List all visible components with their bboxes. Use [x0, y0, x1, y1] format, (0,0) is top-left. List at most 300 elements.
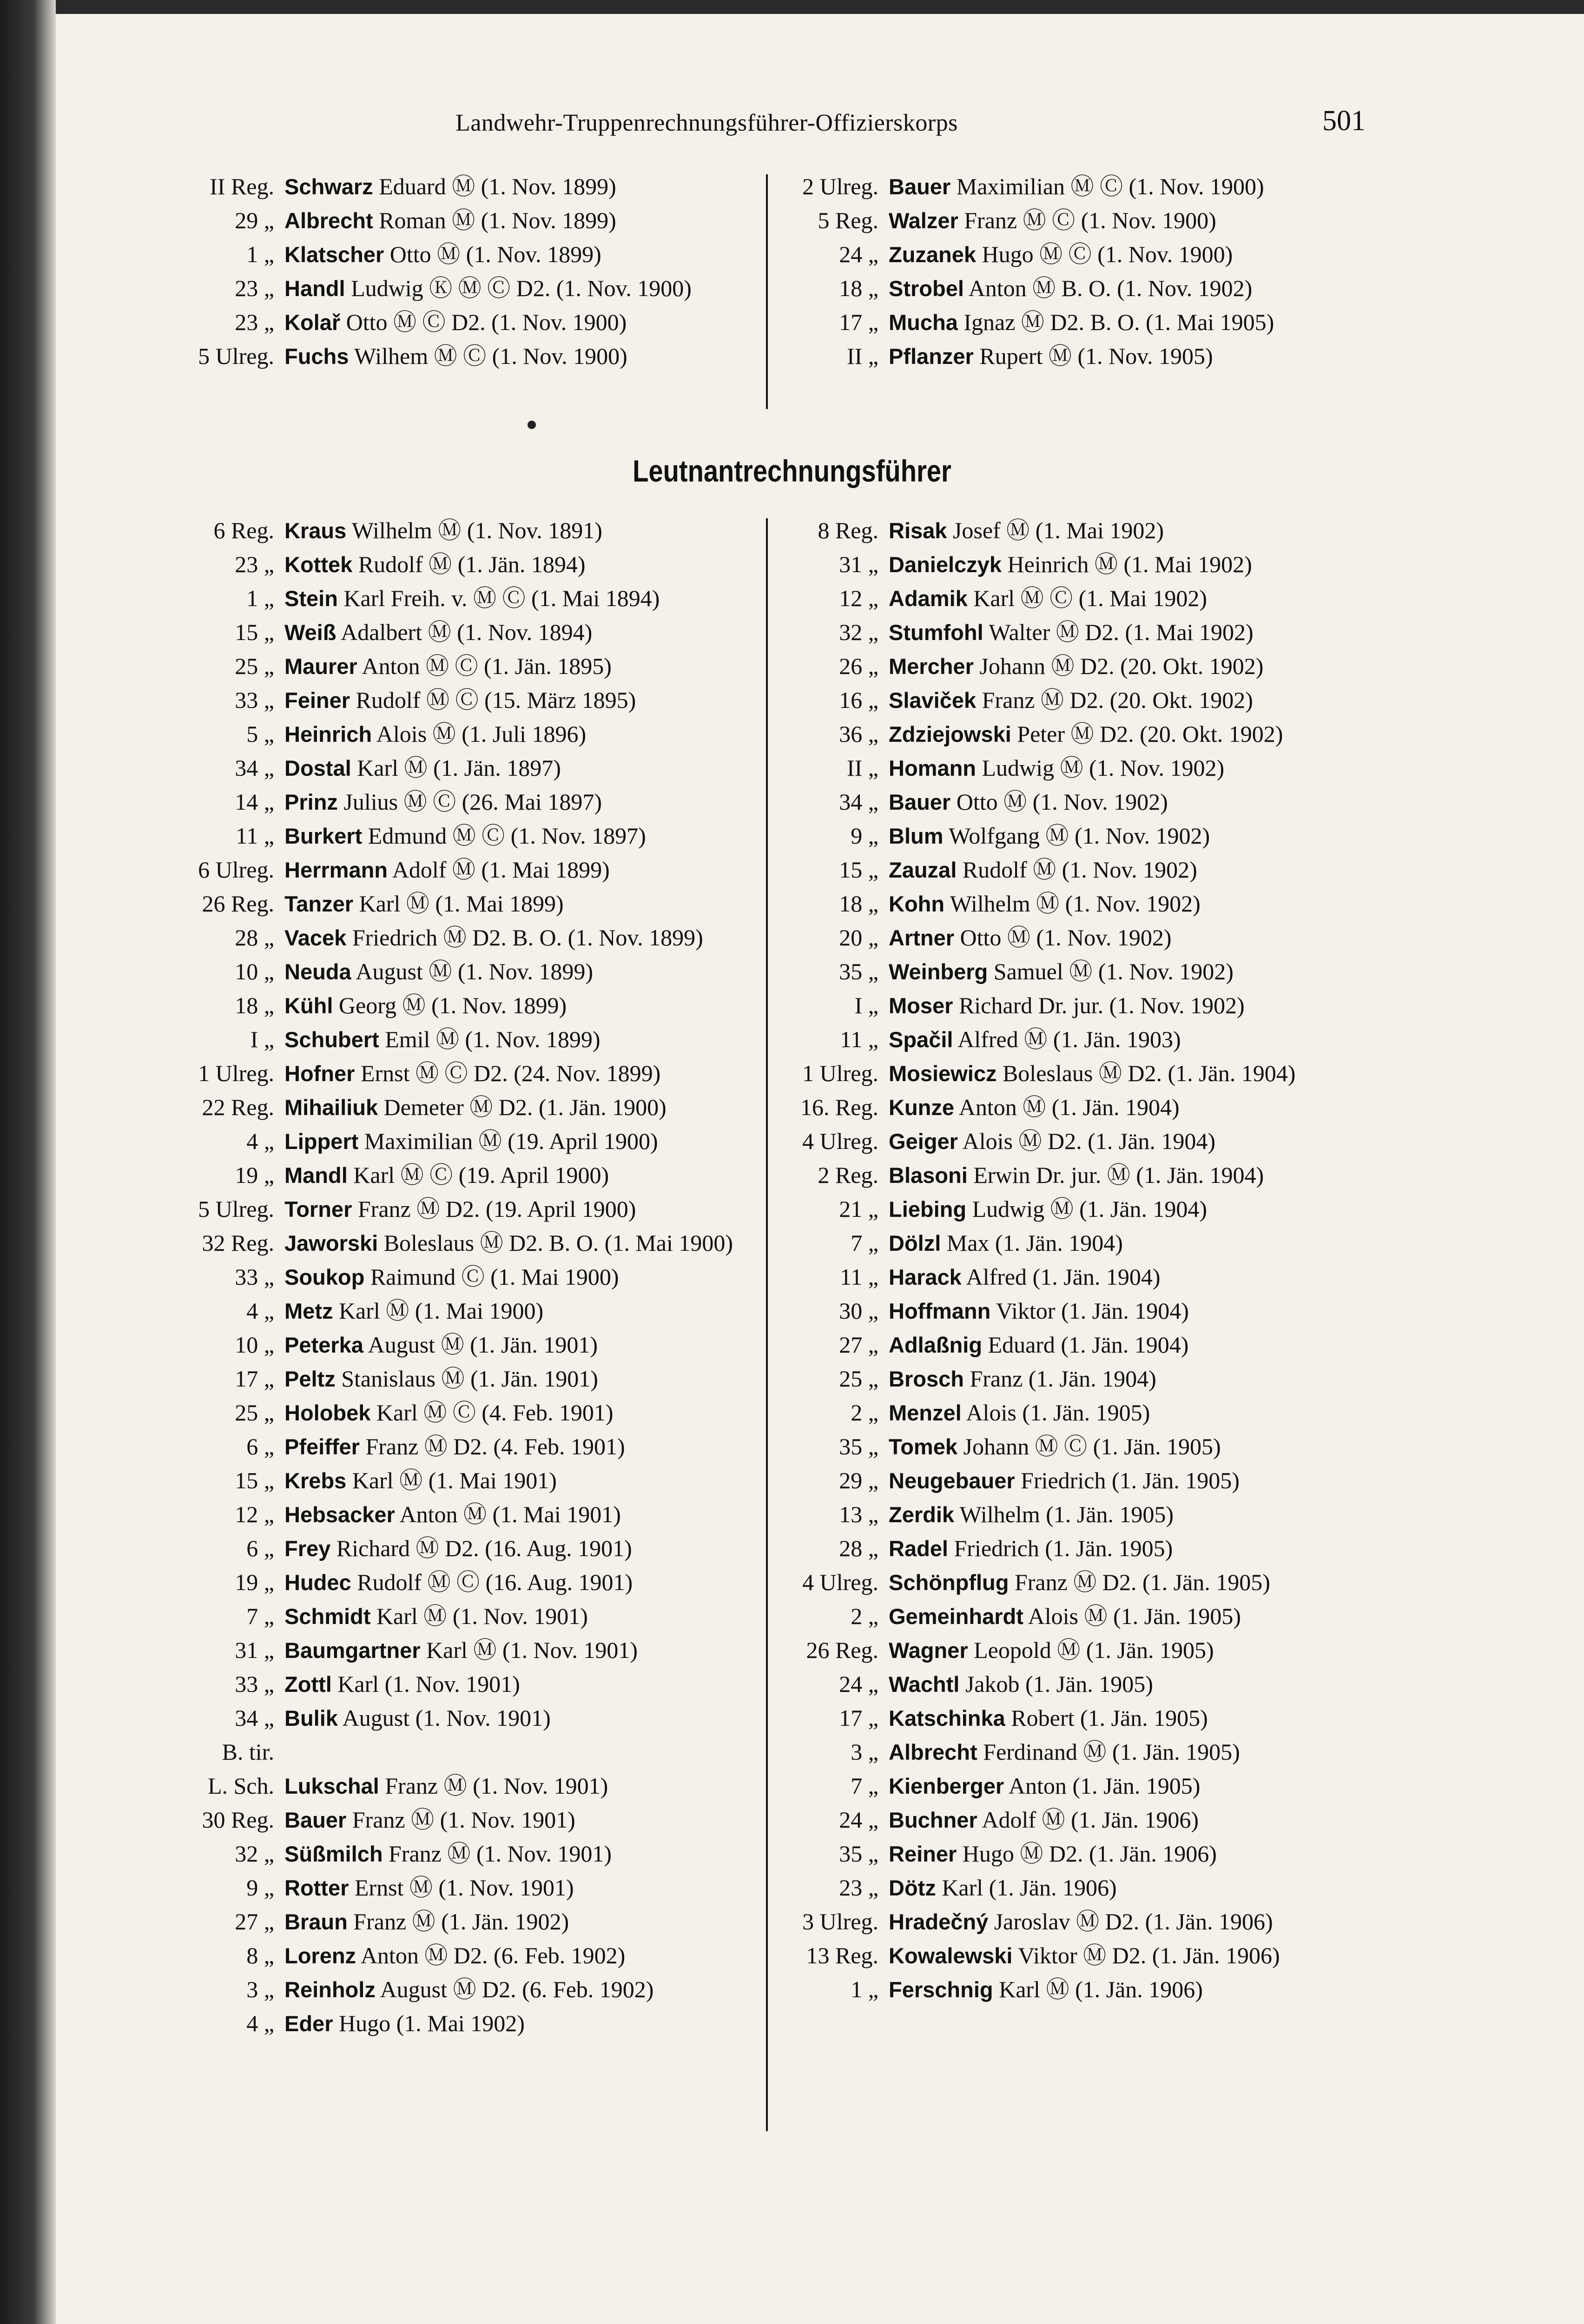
top-section-left-column [167, 170, 767, 373]
officer-details: Anton Ⓜ B. O. (1. Nov. 1902) [968, 275, 1253, 301]
officer-record [889, 1735, 1371, 1769]
officer-surname: Baumgartner [284, 1638, 421, 1663]
officer-surname: Katschinka [889, 1706, 1005, 1730]
unit-label: 35 „ [839, 1841, 878, 1867]
roster-entry [167, 989, 767, 1023]
officer-surname: Prinz [284, 790, 338, 814]
officer-details: Karl Ⓜ (1. Nov. 1901) [376, 1603, 588, 1629]
roster-entry [772, 989, 1371, 1023]
officer-surname: Zauzal [889, 858, 957, 882]
unit-label: 15 „ [235, 1467, 274, 1493]
unit-label: 4 Ulreg. [802, 1128, 878, 1154]
officer-record [284, 1769, 767, 1803]
roster-entry [167, 1124, 767, 1158]
officer-record [889, 717, 1371, 751]
officer-record [889, 1328, 1371, 1362]
unit-label: 11 „ [840, 1026, 878, 1052]
officer-surname: Brosch [889, 1367, 964, 1391]
officer-record [889, 615, 1371, 649]
officer-details: Adalbert Ⓜ (1. Nov. 1894) [341, 619, 593, 645]
officer-record [889, 751, 1371, 785]
officer-record [284, 1124, 767, 1158]
unit-label: 29 „ [235, 207, 274, 233]
officer-record [889, 1905, 1371, 1939]
officer-record [889, 204, 1371, 238]
roster-entry [167, 1939, 767, 1973]
officer-surname: Peltz [284, 1367, 336, 1391]
roster-entry [772, 649, 1371, 683]
unit-label: 35 „ [839, 1433, 878, 1459]
roster-entry [167, 887, 767, 921]
officer-surname: Moser [889, 993, 953, 1018]
roster-entry [772, 1464, 1371, 1498]
officer-surname: Soukop [284, 1265, 365, 1289]
roster-entry [772, 1498, 1371, 1532]
officer-surname: Mucha [889, 310, 958, 335]
officer-record [889, 921, 1371, 955]
officer-surname: Liebing [889, 1197, 967, 1221]
officer-details: Karl Ⓜ (1. Nov. 1901) [426, 1637, 638, 1663]
officer-record [284, 717, 767, 751]
officer-details: Viktor Ⓜ D2. (1. Jän. 1906) [1018, 1942, 1280, 1968]
officer-details: Karl Ⓜ (1. Mai 1901) [352, 1467, 557, 1493]
roster-entry [167, 339, 767, 373]
officer-details: Karl Ⓜ (1. Mai 1899) [359, 891, 564, 917]
unit-label: 18 „ [839, 891, 878, 917]
roster-entry [167, 1430, 767, 1464]
officer-details: Franz (1. Jän. 1904) [970, 1366, 1156, 1392]
officer-surname: Krebs [284, 1468, 347, 1493]
officer-details: Franz Ⓜ D2. (4. Feb. 1901) [365, 1433, 625, 1459]
unit-label: 7 „ [851, 1230, 878, 1256]
unit-label: 12 „ [839, 585, 878, 611]
unit-label: 15 „ [839, 857, 878, 883]
roster-entry [772, 1565, 1371, 1599]
officer-record [284, 514, 767, 548]
unit-label: 27 „ [235, 1908, 274, 1934]
officer-details: Max (1. Jän. 1904) [946, 1230, 1123, 1256]
unit-label: 2 Ulreg. [802, 173, 878, 199]
unit-label: 14 „ [235, 789, 274, 815]
unit-label: 23 „ [839, 1875, 878, 1901]
main-section-left-column [167, 514, 767, 2040]
officer-surname: Pflanzer [889, 344, 974, 369]
officer-surname: Neuda [284, 959, 351, 984]
officer-details: Hugo Ⓜ D2. (1. Jän. 1906) [962, 1841, 1217, 1867]
officer-surname: Harack [889, 1265, 962, 1289]
officer-details: Alois Ⓜ (1. Jän. 1905) [1028, 1603, 1241, 1629]
officer-details: Franz Ⓜ (1. Nov. 1901) [352, 1807, 575, 1833]
unit-label: 2 Reg. [818, 1162, 878, 1188]
officer-details: Viktor (1. Jän. 1904) [996, 1298, 1189, 1324]
roster-entry [772, 170, 1371, 204]
roster-entry [167, 1260, 767, 1294]
officer-details: Otto Ⓜ (1. Nov. 1899) [389, 241, 601, 267]
section-title: Leutnantrechnungsführer [633, 454, 951, 488]
officer-record [284, 204, 767, 238]
unit-label: 5 Ulreg. [198, 343, 274, 369]
officer-details: Franz Ⓜ (1. Jän. 1902) [353, 1908, 569, 1934]
unit-label: 5 Reg. [818, 207, 878, 233]
officer-record [889, 548, 1371, 581]
officer-details: Karl Ⓜ Ⓒ (1. Mai 1902) [973, 585, 1207, 611]
officer-surname: Kottek [284, 552, 353, 577]
officer-surname: Holobek [284, 1400, 371, 1425]
unit-label: 28 „ [839, 1535, 878, 1561]
officer-record [889, 887, 1371, 921]
officer-surname: Weiß [284, 620, 337, 645]
roster-entry [772, 1192, 1371, 1226]
officer-details: Ernst Ⓜ (1. Nov. 1901) [354, 1875, 574, 1901]
officer-record [889, 1701, 1371, 1735]
unit-label: 17 „ [235, 1366, 274, 1392]
officer-details: Otto Ⓜ Ⓒ D2. (1. Nov. 1900) [346, 309, 627, 335]
officer-record [889, 581, 1371, 615]
unit-label: 2 „ [851, 1603, 878, 1629]
officer-record [889, 271, 1371, 305]
officer-record [889, 1633, 1371, 1667]
officer-surname: Hebsacker [284, 1502, 395, 1527]
roster-entry [772, 615, 1371, 649]
officer-details: Friedrich (1. Jän. 1905) [1021, 1467, 1240, 1493]
officer-record [889, 853, 1371, 887]
roster-entry [167, 717, 767, 751]
unit-label: 32 „ [235, 1841, 274, 1867]
officer-surname: Albrecht [889, 1740, 977, 1764]
unit-label: 2 „ [851, 1400, 878, 1426]
officer-surname: Jaworski [284, 1231, 378, 1255]
officer-details: Richard Dr. jur. (1. Nov. 1902) [958, 992, 1245, 1018]
officer-details: Emil Ⓜ (1. Nov. 1899) [385, 1026, 601, 1052]
officer-surname: Heinrich [284, 722, 372, 746]
roster-entry [167, 1328, 767, 1362]
unit-label: 4 Ulreg. [802, 1569, 878, 1595]
officer-surname: Feiner [284, 688, 350, 713]
officer-surname: Blum [889, 824, 944, 848]
officer-surname: Zdziejowski [889, 722, 1011, 746]
roster-entry [772, 1769, 1371, 1803]
officer-record [889, 170, 1371, 204]
roster-entry [772, 921, 1371, 955]
officer-record [889, 1430, 1371, 1464]
unit-label: 10 „ [235, 958, 274, 984]
officer-details: Anton Ⓜ Ⓒ (1. Jän. 1895) [362, 653, 612, 679]
officer-surname: Wagner [889, 1638, 968, 1663]
officer-record [284, 1939, 767, 1973]
officer-record [284, 1226, 767, 1260]
unit-label: 4 „ [246, 1128, 274, 1154]
officer-details: Eduard Ⓜ (1. Nov. 1899) [379, 173, 616, 199]
roster-entry [167, 271, 767, 305]
officer-surname: Walzer [889, 208, 958, 233]
roster-entry [167, 785, 767, 819]
officer-details: Rudolf Ⓜ Ⓒ (16. Aug. 1901) [357, 1569, 633, 1595]
officer-record [284, 1905, 767, 1939]
officer-record [889, 1124, 1371, 1158]
roster-entry [772, 1328, 1371, 1362]
unit-label: 25 „ [235, 653, 274, 679]
officer-record [284, 548, 767, 581]
unit-label: 6 „ [246, 1535, 274, 1561]
officer-record [889, 819, 1371, 853]
roster-entry [167, 1090, 767, 1124]
unit-label: 22 Reg. [202, 1094, 274, 1120]
officer-record [284, 1667, 767, 1701]
unit-label: I „ [250, 1026, 274, 1052]
roster-entry [167, 649, 767, 683]
officer-surname: Strobel [889, 276, 964, 301]
officer-details: Josef Ⓜ (1. Mai 1902) [952, 517, 1164, 543]
officer-details: Alois Ⓜ (1. Juli 1896) [376, 721, 587, 747]
unit-label: 32 Reg. [202, 1230, 274, 1256]
officer-record [889, 1192, 1371, 1226]
officer-details: Robert (1. Jän. 1905) [1011, 1705, 1208, 1731]
officer-surname: Tanzer [284, 891, 353, 916]
officer-details: Adolf Ⓜ (1. Mai 1899) [392, 857, 610, 883]
officer-record [284, 1056, 767, 1090]
officer-record [889, 649, 1371, 683]
officer-details: Rudolf Ⓜ (1. Nov. 1902) [962, 857, 1197, 883]
officer-surname: Schwarz [284, 174, 373, 199]
unit-label: 5 Ulreg. [198, 1196, 274, 1222]
running-header: Landwehr-Truppenrechnungsführer-Offizierskorps [455, 110, 958, 136]
officer-record [284, 1023, 767, 1056]
unit-label: 17 „ [839, 1705, 878, 1731]
roster-entry [772, 683, 1371, 717]
roster-entry [167, 1565, 767, 1599]
unit-label: 11 „ [840, 1264, 878, 1290]
officer-details: Alois Ⓜ D2. (1. Jän. 1904) [962, 1128, 1216, 1154]
unit-label: 23 „ [235, 275, 274, 301]
officer-details: Ferdinand Ⓜ (1. Jän. 1905) [983, 1739, 1240, 1765]
officer-surname: Mosiewicz [889, 1061, 997, 1086]
unit-label: 25 „ [235, 1400, 274, 1426]
roster-entry [772, 271, 1371, 305]
officer-surname: Klatscher [284, 242, 384, 267]
officer-details: Franz Ⓜ (1. Nov. 1901) [389, 1841, 612, 1867]
officer-details: Edmund Ⓜ Ⓒ (1. Nov. 1897) [368, 823, 646, 849]
officer-details: August Ⓜ (1. Nov. 1899) [356, 958, 594, 984]
unit-label: 32 „ [839, 619, 878, 645]
officer-record [284, 853, 767, 887]
roster-entry [772, 1090, 1371, 1124]
officer-surname: Tomek [889, 1434, 957, 1459]
unit-label: 9 „ [246, 1875, 274, 1901]
roster-entry [772, 1973, 1371, 2007]
officer-record [889, 1532, 1371, 1565]
officer-record [889, 1498, 1371, 1532]
officer-details: Karl Ⓜ (1. Mai 1900) [338, 1298, 544, 1324]
unit-label: 23 „ [235, 551, 274, 577]
officer-details: Alfred (1. Jän. 1904) [966, 1264, 1161, 1290]
officer-record [284, 1464, 767, 1498]
officer-surname: Schmidt [284, 1604, 371, 1629]
officer-record [889, 683, 1371, 717]
column-divider-main [766, 518, 768, 2131]
unit-label: 13 Reg. [806, 1942, 878, 1968]
roster-entry [167, 683, 767, 717]
roster-entry [772, 1396, 1371, 1430]
officer-record [284, 1633, 767, 1667]
officer-surname: Lorenz [284, 1943, 356, 1968]
unit-label: L. Sch. [207, 1773, 274, 1799]
officer-surname: Hradečný [889, 1909, 989, 1934]
unit-label: 33 „ [235, 1671, 274, 1697]
officer-record [889, 785, 1371, 819]
officer-record [889, 1599, 1371, 1633]
page-number: 501 [1322, 105, 1366, 137]
officer-surname: Wachtl [889, 1672, 960, 1697]
officer-surname: Pfeiffer [284, 1434, 360, 1459]
unit-label: 21 „ [839, 1196, 878, 1222]
unit-label: 31 „ [839, 551, 878, 577]
officer-details: Anton Ⓜ (1. Jän. 1904) [958, 1094, 1180, 1120]
officer-record [889, 1871, 1371, 1905]
roster-entry [772, 785, 1371, 819]
unit-label: 27 „ [839, 1332, 878, 1358]
officer-record [889, 1939, 1371, 1973]
officer-details: Erwin Dr. jur. Ⓜ (1. Jän. 1904) [973, 1162, 1264, 1188]
officer-details: Roman Ⓜ (1. Nov. 1899) [379, 207, 616, 233]
roster-entry [167, 1464, 767, 1498]
officer-surname: Bulik [284, 1706, 338, 1730]
officer-surname: Blasoni [889, 1163, 968, 1188]
roster-entry [167, 1056, 767, 1090]
roster-entry [167, 1871, 767, 1905]
officer-record [889, 1090, 1371, 1124]
officer-details: Karl Ⓜ (1. Jän. 1897) [357, 755, 561, 781]
unit-label: 23 „ [235, 309, 274, 335]
unit-label: 6 Ulreg. [198, 857, 274, 883]
unit-label: 33 „ [235, 1264, 274, 1290]
unit-label: 6 Reg. [213, 517, 274, 543]
officer-record [284, 1498, 767, 1532]
officer-details: Ludwig Ⓜ (1. Jän. 1904) [972, 1196, 1208, 1222]
officer-record [284, 2007, 767, 2040]
officer-record [284, 1871, 767, 1905]
roster-entry [772, 887, 1371, 921]
unit-label: 35 „ [839, 958, 878, 984]
officer-surname: Mercher [889, 654, 974, 679]
roster-entry [167, 751, 767, 785]
roster-entry [772, 581, 1371, 615]
scan-edge-top [0, 0, 1584, 14]
roster-entry [772, 1226, 1371, 1260]
officer-surname: Kowalewski [889, 1943, 1013, 1968]
officer-details: Franz Ⓜ (1. Nov. 1901) [385, 1773, 608, 1799]
unit-label: 16. Reg. [800, 1094, 878, 1120]
officer-details: Demeter Ⓜ D2. (1. Jän. 1900) [383, 1094, 667, 1120]
roster-entry [772, 1294, 1371, 1328]
roster-entry [772, 1939, 1371, 1973]
officer-surname: Risak [889, 518, 947, 543]
unit-label: 1 Ulreg. [198, 1060, 274, 1086]
unit-label: 8 Reg. [818, 517, 878, 543]
officer-surname: Dötz [889, 1875, 936, 1900]
officer-record [284, 1599, 767, 1633]
roster-entry [772, 1735, 1371, 1769]
unit-label: 10 „ [235, 1332, 274, 1358]
officer-surname: Hudec [284, 1570, 351, 1595]
officer-record [284, 615, 767, 649]
unit-label: 26 „ [839, 653, 878, 679]
unit-label: 36 „ [839, 721, 878, 747]
officer-surname: Dölzl [889, 1231, 941, 1255]
officer-surname: Eder [284, 2011, 333, 2036]
unit-label: 15 „ [235, 619, 274, 645]
roster-entry [772, 204, 1371, 238]
officer-surname: Fuchs [284, 344, 349, 369]
top-section-right-column [772, 170, 1371, 373]
roster-entry [167, 1599, 767, 1633]
officer-record [889, 1769, 1371, 1803]
roster-entry [772, 1837, 1371, 1871]
officer-record [284, 271, 767, 305]
officer-surname: Geiger [889, 1129, 958, 1154]
unit-label: 7 „ [246, 1603, 274, 1629]
unit-label: 6 „ [246, 1433, 274, 1459]
roster-entry [772, 1633, 1371, 1667]
officer-surname: Menzel [889, 1400, 962, 1425]
officer-surname: Maurer [284, 654, 357, 679]
officer-details: Anton Ⓜ (1. Mai 1901) [399, 1501, 621, 1527]
roster-entry [167, 170, 767, 204]
officer-surname: Bauer [889, 174, 951, 199]
officer-record [284, 1090, 767, 1124]
unit-label: I „ [854, 992, 878, 1018]
officer-surname: Stein [284, 586, 338, 611]
officer-record [284, 921, 767, 955]
unit-label: II Reg. [210, 173, 274, 199]
officer-surname: Danielczyk [889, 552, 1002, 577]
unit-label: 9 „ [851, 823, 878, 849]
roster-entry [772, 751, 1371, 785]
officer-details: Wilhelm Ⓜ (1. Nov. 1902) [950, 891, 1201, 917]
officer-details: Friedrich Ⓜ D2. B. O. (1. Nov. 1899) [352, 924, 703, 951]
officer-surname: Handl [284, 276, 345, 301]
officer-details: Ludwig Ⓚ Ⓜ Ⓒ D2. (1. Nov. 1900) [351, 275, 692, 301]
roster-entry [772, 1905, 1371, 1939]
roster-entry [167, 1192, 767, 1226]
officer-details: Jakob (1. Jän. 1905) [965, 1671, 1153, 1697]
officer-surname: Süßmilch [284, 1842, 383, 1866]
officer-record [889, 1362, 1371, 1396]
officer-record [284, 1158, 767, 1192]
officer-surname: Burkert [284, 824, 363, 848]
roster-entry [167, 1803, 767, 1837]
officer-details: Stanislaus Ⓜ (1. Jän. 1901) [341, 1366, 598, 1392]
unit-label: 30 Reg. [202, 1807, 274, 1833]
roster-entry [772, 1803, 1371, 1837]
officer-details: Samuel Ⓜ (1. Nov. 1902) [993, 958, 1234, 984]
roster-entry [772, 1430, 1371, 1464]
officer-surname: Hofner [284, 1061, 355, 1086]
officer-details: Karl (1. Nov. 1901) [337, 1671, 520, 1697]
officer-record [889, 1294, 1371, 1328]
roster-entry [167, 1667, 767, 1701]
unit-label: 24 „ [839, 1671, 878, 1697]
officer-surname: Gemeinhardt [889, 1604, 1023, 1629]
unit-label: 18 „ [839, 275, 878, 301]
officer-surname: Zerdik [889, 1502, 955, 1527]
officer-surname: Kühl [284, 993, 333, 1018]
officer-details: Jaroslav Ⓜ D2. (1. Jän. 1906) [994, 1908, 1273, 1934]
officer-surname: Mihailiuk [284, 1095, 378, 1120]
roster-entry [772, 1124, 1371, 1158]
officer-details: Otto Ⓜ (1. Nov. 1902) [956, 789, 1168, 815]
officer-record [889, 238, 1371, 271]
unit-label: 1 „ [851, 1976, 878, 2002]
